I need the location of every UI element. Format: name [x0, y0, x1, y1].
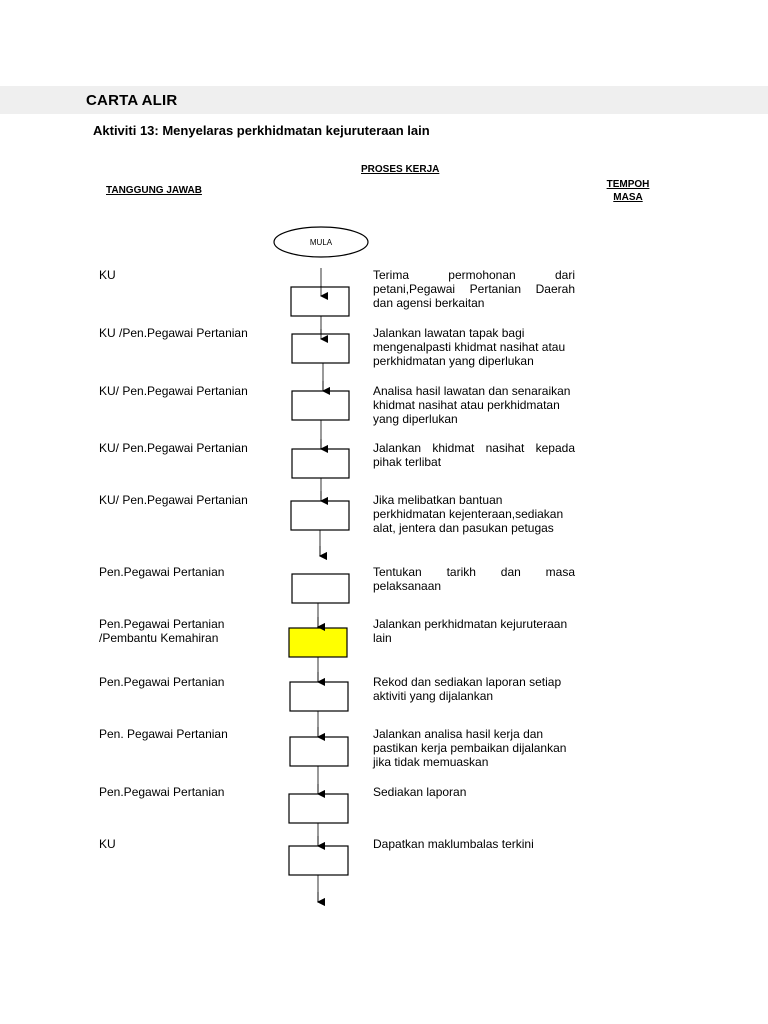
step-description: Terima permohonan dari petani,Pegawai Pertanian Daerah dan agensi berkaitan	[373, 268, 575, 310]
process-box	[290, 737, 348, 766]
column-header-tanggung-jawab: TANGGUNG JAWAB	[106, 185, 202, 196]
step-description: Jalankan analisa hasil kerja dan pastikan kerja pembaikan dijalankan jika tidak memuaskan	[373, 727, 567, 769]
responsible-party: KU	[99, 837, 116, 851]
responsible-party: KU	[99, 268, 116, 282]
responsible-party: Pen.Pegawai Pertanian	[99, 675, 225, 689]
step-description: Dapatkan maklumbalas terkini	[373, 837, 534, 851]
process-box	[289, 846, 348, 875]
step-description: Jalankan lawatan tapak bagi mengenalpasti khidmat nasihat atau perkhidmatan yang diperlukan	[373, 326, 566, 368]
process-box	[290, 682, 348, 711]
step-description: Tentukan tarikh dan masa pelaksanaan	[373, 565, 575, 593]
step-description: Rekod dan sediakan laporan setiap aktiviti yang dijalankan	[373, 675, 562, 703]
step-description: Jalankan perkhidmatan kejuruteraan lain	[373, 617, 568, 645]
process-box	[292, 574, 349, 603]
process-box-highlighted	[289, 628, 347, 657]
page-title: CARTA ALIR	[86, 92, 178, 109]
responsible-party: KU/ Pen.Pegawai Pertanian	[99, 441, 248, 455]
step-description: Analisa hasil lawatan dan senaraikan khidmat nasihat atau perkhidmatan yang diperlukan	[373, 384, 571, 426]
step-description: Jika melibatkan bantuan perkhidmatan kejenteraan,sediakan alat, jentera dan pasukan petugas	[373, 493, 564, 535]
start-terminal-label: MULA	[309, 238, 333, 247]
process-box	[289, 794, 348, 823]
responsible-party: Pen. Pegawai Pertanian	[99, 727, 228, 741]
responsible-party: Pen.Pegawai Pertanian	[99, 565, 225, 579]
process-box	[291, 501, 349, 530]
column-header-proses: PROSES KERJA	[361, 164, 440, 175]
responsible-party: Pen.Pegawai Pertanian	[99, 785, 225, 799]
activity-subtitle: Aktiviti 13: Menyelaras perkhidmatan kejuruteraan lain	[93, 123, 430, 138]
process-box	[291, 287, 349, 316]
process-box	[292, 334, 349, 363]
responsible-party: KU/ Pen.Pegawai Pertanian	[99, 493, 248, 507]
responsible-party: KU/ Pen.Pegawai Pertanian	[99, 384, 248, 398]
column-header-tempoh-masa: TEMPOH MASA	[606, 179, 650, 203]
responsible-party: KU /Pen.Pegawai Pertanian	[99, 326, 248, 340]
step-description: Jalankan khidmat nasihat kepada pihak terlibat	[373, 441, 575, 469]
responsible-party: Pen.Pegawai Pertanian /Pembantu Kemahiran	[99, 617, 225, 645]
process-box	[292, 449, 349, 478]
step-description: Sediakan laporan	[373, 785, 467, 799]
process-box	[292, 391, 349, 420]
